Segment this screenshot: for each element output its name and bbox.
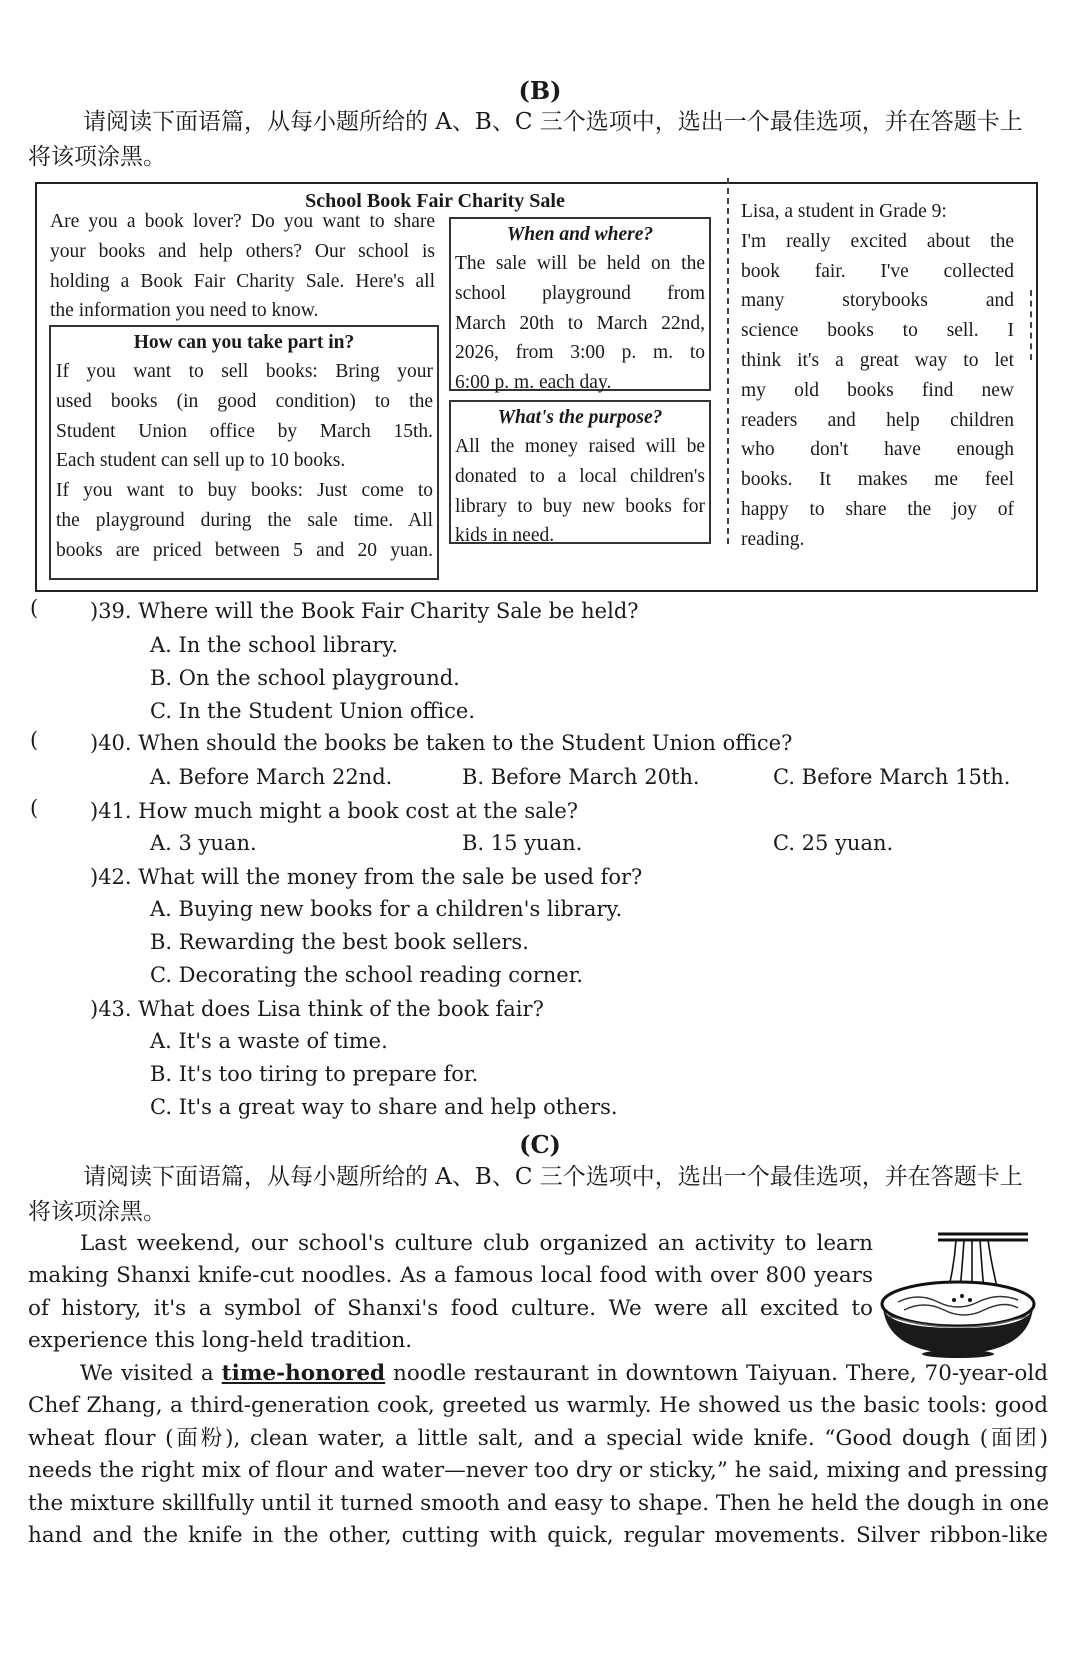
option-c: C. Decorating the school reading corner.	[150, 963, 584, 987]
question-39	[90, 596, 639, 627]
passage-line: the mixture skillfully until it turned smooth and easy to shape. Then he held the dough in one	[28, 1490, 1050, 1516]
how-line: Student Union office by March 15th.	[56, 420, 433, 442]
question-41	[90, 796, 578, 827]
purpose-line: donated to a local children's	[455, 465, 705, 487]
passage-line: experience this long-held tradition.	[28, 1328, 413, 1354]
section-c-instruction	[28, 1160, 1058, 1230]
when-line: 2026, from 3:00 p. m. to	[455, 342, 705, 364]
passage-para-2	[28, 1358, 1048, 1552]
lisa-line: readers and help children	[741, 409, 1014, 431]
how-line: books are priced between 5 and 20 yuan.	[56, 539, 433, 561]
question-number: )41.	[90, 799, 132, 823]
option-a: A. In the school library.	[150, 633, 399, 657]
fair-intro	[50, 207, 435, 326]
instruction-line-1: 请阅读下面语篇，从每小题所给的 A、B、C 三个选项中，选出一个最佳选项，并在答题卡上	[83, 1164, 1023, 1190]
option-c: C. Before March 15th.	[773, 765, 1011, 789]
time-honored-word: time-honored	[221, 1361, 386, 1386]
passage-line: Chef Zhang, a third-generation cook, greeted us warmly. He showed us the basic tools: good	[28, 1393, 1048, 1419]
noodle-bowl-icon	[878, 1230, 1038, 1358]
question-text: How much might a book cost at the sale?	[138, 799, 579, 823]
question-text: Where will the Book Fair Charity Sale be held?	[138, 599, 639, 623]
lisa-line: Lisa, a student in Grade 9:	[741, 201, 947, 222]
when-line: 6:00 p. m. each day.	[455, 372, 612, 394]
option-a: A. It's a waste of time.	[150, 1029, 388, 1053]
answer-paren: (	[30, 796, 39, 820]
lisa-line: books. It makes me feel	[741, 469, 1014, 491]
lisa-line: happy to share the joy of	[741, 498, 1014, 520]
instruction-line-2: 将该项涂黑。	[28, 144, 166, 170]
purpose-line: kids in need.	[455, 525, 555, 547]
question-text: What will the money from the sale be used for?	[138, 865, 643, 889]
how-title: How can you take part in?	[133, 332, 355, 353]
lisa-comment	[741, 197, 1014, 555]
when-line: March 20th to March 22nd,	[455, 312, 705, 334]
lisa-line: my old books find new	[741, 379, 1014, 401]
dashed-separator-right	[1030, 290, 1032, 360]
purpose-line: library to buy new books for	[455, 495, 705, 517]
lisa-line: many storybooks and	[741, 290, 1014, 312]
passage-line	[28, 1358, 1048, 1390]
passage-line: of history, it's a symbol of Shanxi's food culture. We were all excited to	[28, 1295, 873, 1321]
answer-paren: (	[30, 596, 39, 620]
question-43	[90, 994, 544, 1025]
intro-line: Are you a book lover? Do you want to share	[50, 211, 435, 232]
intro-line: the information you need to know.	[50, 300, 319, 322]
how-line: If you want to sell books: Bring your	[56, 361, 433, 382]
option-a: A. Buying new books for a children's library.	[150, 897, 623, 921]
section-b-instruction	[28, 105, 1058, 175]
question-number: )39.	[90, 599, 132, 623]
when-box	[449, 217, 711, 394]
option-c: C. 25 yuan.	[773, 831, 894, 855]
option-b: B. On the school playground.	[150, 666, 460, 690]
para2-end: noodle restaurant in downtown Taiyuan. There, 70-year-old	[385, 1361, 1048, 1386]
when-line: The sale will be held on the	[455, 253, 705, 274]
passage-line: making Shanxi knife-cut noodles. As a famous local food with over 800 years	[28, 1263, 873, 1289]
purpose-box	[449, 400, 711, 547]
answer-paren: (	[30, 728, 39, 752]
when-title: When and where?	[506, 224, 654, 245]
lisa-line: science books to sell. I	[741, 320, 1014, 342]
section-c-label: (C)	[519, 1130, 561, 1159]
when-line: school playground from	[455, 282, 705, 304]
instruction-line-1: 请阅读下面语篇，从每小题所给的 A、B、C 三个选项中，选出一个最佳选项，并在答题卡上	[83, 109, 1023, 135]
passage-line: hand and the knife in the other, cutting with quick, regular movements. Silver ribbon-like	[28, 1523, 1048, 1549]
question-text: When should the books be taken to the Student Union office?	[138, 731, 793, 755]
passage-line: needs the right mix of flour and water—never too dry or sticky,” he said, mixing and pressing	[28, 1458, 1048, 1484]
dashed-separator-left	[727, 178, 729, 544]
section-b-label: (B)	[518, 76, 562, 105]
passage-line: wheat flour (面粉), clean water, a little salt, and a special wide knife. “Good dough (面团)	[28, 1425, 1048, 1451]
option-b: B. 15 yuan.	[462, 831, 583, 855]
passage-para-1	[28, 1228, 873, 1358]
option-c: C. In the Student Union office.	[150, 699, 476, 723]
lisa-line: think it's a great way to let	[741, 349, 1014, 371]
para2-start: We visited a	[80, 1361, 222, 1386]
how-line: If you want to buy books: Just come to	[56, 480, 433, 502]
intro-line: your books and help others? Our school is	[50, 240, 435, 262]
purpose-line: All the money raised will be	[455, 436, 705, 457]
how-line: used books (in good condition) to the	[56, 390, 433, 412]
how-box	[49, 325, 439, 580]
question-40	[90, 728, 792, 759]
instruction-line-2: 将该项涂黑。	[28, 1199, 166, 1225]
how-line: the playground during the sale time. All	[56, 509, 433, 531]
how-line: Each student can sell up to 10 books.	[56, 450, 346, 472]
intro-line: holding a Book Fair Charity Sale. Here's all	[50, 270, 435, 292]
lisa-line: who don't have enough	[741, 439, 1014, 461]
question-text: What does Lisa think of the book fair?	[138, 997, 544, 1021]
passage-line: Last weekend, our school's culture club organized an activity to learn	[80, 1231, 873, 1256]
option-b: B. It's too tiring to prepare for.	[150, 1062, 479, 1086]
lisa-line: book fair. I've collected	[741, 260, 1014, 282]
question-number: )40.	[90, 731, 132, 755]
question-number: )42.	[90, 865, 132, 889]
option-b: B. Before March 20th.	[462, 765, 700, 789]
fair-title: School Book Fair Charity Sale	[305, 190, 565, 212]
question-number: )43.	[90, 997, 132, 1021]
option-a: A. 3 yuan.	[150, 831, 257, 855]
purpose-title: What's the purpose?	[497, 407, 663, 428]
option-b: B. Rewarding the best book sellers.	[150, 930, 529, 954]
lisa-line: I'm really excited about the	[741, 230, 1014, 252]
question-42	[90, 862, 642, 893]
option-c: C. It's a great way to share and help others.	[150, 1095, 618, 1119]
option-a: A. Before March 22nd.	[150, 765, 393, 789]
lisa-line: reading.	[741, 528, 805, 550]
